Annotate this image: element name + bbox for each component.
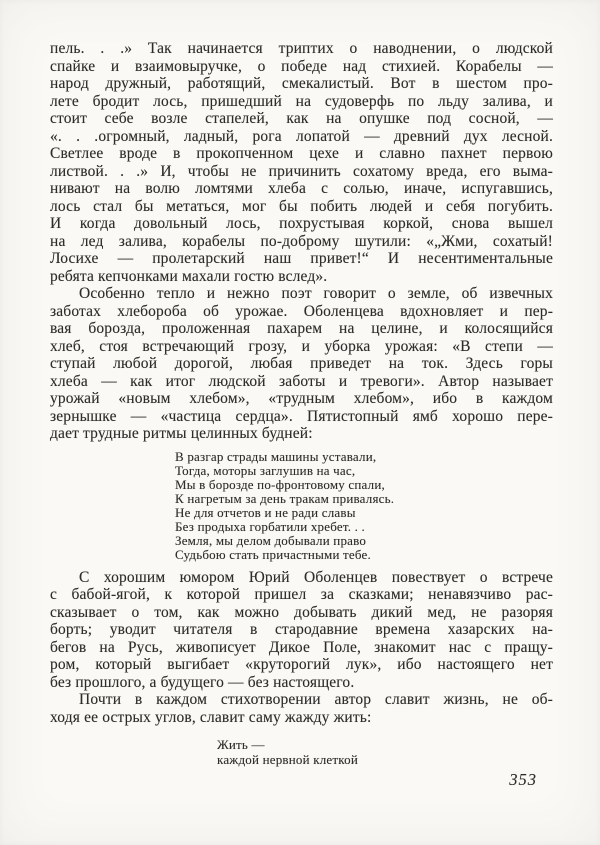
text-line: каждой нервной клеткой: [217, 752, 358, 767]
text-line: К нагретым за день тракам привалясь.: [175, 490, 395, 506]
text-line: дает трудные ритмы целинных будней:: [50, 425, 313, 442]
text-line: ходя ее острых углов, славит саму жажду жить:: [50, 708, 372, 726]
text-line: на лед залива, корабелы по-доброму шутили: «„Жми, сохатый!: [50, 232, 553, 250]
text-line: Земля, мы делом добывали право: [175, 532, 367, 548]
text-line: нивают на волю ломтями хлеба с солью, иначе, испугавшись,: [50, 180, 553, 197]
text-line: Тогда, моторы заглушив на час,: [175, 462, 356, 478]
text-line: стоит себе возле стапелей, как на опушке под сосной, —: [50, 110, 553, 127]
text-line: Жить —: [217, 737, 265, 752]
text-line: спайке и взаимовыручке, о победе над стихией. Корабелы —: [50, 57, 553, 75]
text-line: С хорошим юмором Юрий Оболенцев повествует о встрече: [79, 568, 553, 586]
text-line: листвой. . .» И, чтобы не причинить сохатому вреда, его выма-: [50, 162, 553, 180]
text-line: народ дружный, работящий, смекалистый. Вот в шестом про-: [50, 75, 553, 92]
text-line: пель. . .» Так начинается триптих о наводнении, о людской: [50, 40, 553, 57]
text-line: Светлее вроде в прокопченном цехе и славно пахнет первою: [50, 145, 553, 162]
text-line: Не для отчетов и не ради славы: [175, 504, 356, 520]
text-line: Мы в борозде по-фронтовому спали,: [175, 476, 385, 492]
text-line: зернышке — «частица сердца». Пятистопный ямб хорошо пере-: [50, 407, 553, 425]
text-line: лось стал бы метаться, мог бы побить людей и себя погубить.: [50, 197, 553, 215]
text-line: ступай любой дорогой, любая приведет на ток. Здесь горы: [50, 355, 553, 372]
paragraph: [50, 40, 553, 285]
text-line: бегов на Русь, живописует Дикое Поле, знакомит нас с пращу-: [50, 638, 553, 656]
text-line: ребята кепчонками махали гостю вслед».: [50, 267, 328, 285]
paragraph: [50, 285, 553, 443]
text-line: сказывает о том, как можно добывать дикий мед, не разоряя: [50, 603, 553, 621]
text-line: «. . .огромный, ладный, рога лопатой — древний дух лесной.: [50, 127, 553, 145]
verse-quote-block: [217, 737, 553, 767]
text-line: ром, который выгибает «круторогий лук», ибо настоящего нет: [50, 656, 553, 673]
text-line: Почти в каждом стихотворении автор славит жизнь, не об-: [79, 691, 553, 708]
text-line: лете бродит лось, пришедший на судоверфь по льду залива, и: [50, 92, 553, 110]
text-line: вая борозда, проложенная пахарем на целине, и колосящийся: [50, 320, 553, 337]
text-block: [50, 40, 553, 767]
verse-block: [175, 450, 553, 562]
text-line: борть; уводит читателя в стародавние времена хазарских на-: [50, 621, 553, 638]
text-line: Без продыха горбатили хребет. . .: [175, 518, 365, 534]
text-line: Лосихе — пролетарский наш привет!“ И несентиментальные: [50, 250, 553, 267]
text-line: урожай «новым хлебом», «трудным хлебом», ибо в каждом: [50, 390, 553, 407]
text-line: Судьбою стать причастными тебе.: [175, 546, 371, 562]
paragraph: [50, 569, 553, 692]
text-line: Особенно тепло и нежно поэт говорит о земле, об извечных: [79, 285, 553, 302]
text-line: хлеба — как итог людской заботы и тревоги». Автор называет: [50, 372, 553, 390]
paragraph: [50, 691, 553, 726]
page-number: 353: [509, 770, 537, 789]
text-line: с бабой-ягой, к которой пришел за сказками; ненавязчиво рас-: [50, 586, 553, 603]
text-line: И когда довольный лось, похрустывая коркой, снова вышел: [50, 215, 553, 232]
text-line: хлеб, стоя встречающий грозу, и уборка урожая: «В степи —: [50, 337, 553, 355]
text-line: заботах хлебороба об урожае. Оболенцева вдохновляет и пер-: [50, 302, 553, 320]
text-line: без прошлого, а будущего — без настоящего.: [50, 673, 355, 691]
text-line: В разгар страды машины уставали,: [175, 448, 377, 464]
